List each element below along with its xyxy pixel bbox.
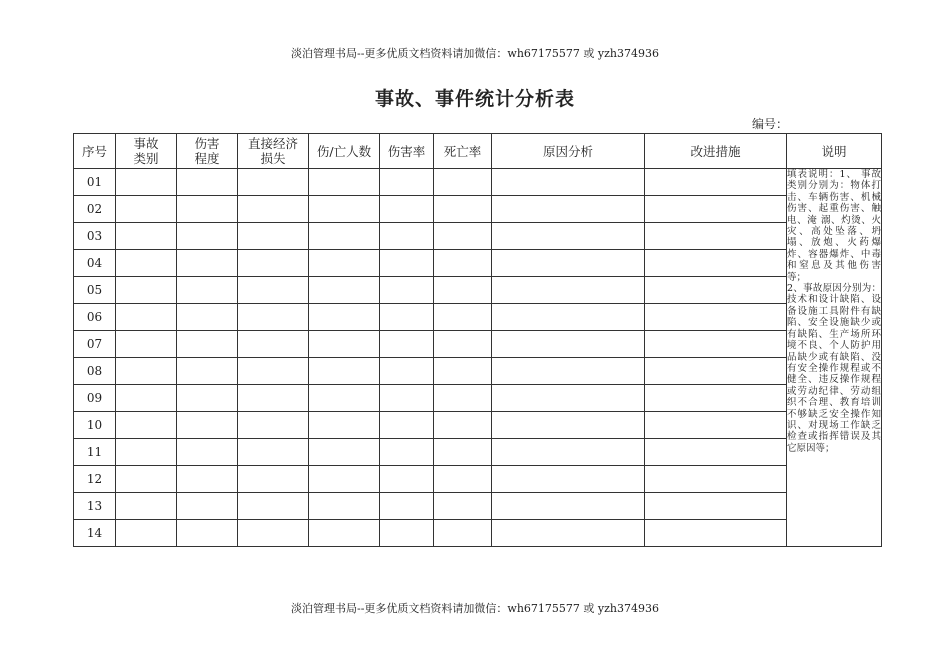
header-note: 淡泊管理书局--更多优质文档资料请加微信：wh67175577 或 yzh374936 — [291, 47, 659, 60]
injury-degree-cell[interactable] — [177, 223, 238, 250]
cause-analysis-cell[interactable] — [492, 439, 645, 466]
accident-type-cell[interactable] — [116, 331, 177, 358]
injury-degree-cell[interactable] — [177, 277, 238, 304]
improvement-cell[interactable] — [645, 223, 787, 250]
col-header-direct-loss: 直接经济 损失 — [238, 134, 309, 169]
casualties-cell[interactable] — [309, 331, 380, 358]
table-row — [74, 466, 882, 493]
cause-analysis-cell[interactable] — [492, 358, 645, 385]
page-title: 事故、事件统计分析表 — [374, 88, 575, 110]
injury-rate-cell[interactable] — [380, 169, 434, 196]
footer-note: 淡泊管理书局--更多优质文档资料请加微信：wh67175577 或 yzh374936 — [291, 602, 659, 615]
improvement-cell[interactable] — [645, 385, 787, 412]
injury-rate-cell[interactable] — [380, 304, 434, 331]
table-row — [74, 304, 882, 331]
death-rate-cell[interactable] — [434, 331, 492, 358]
row-serial: 06 — [74, 304, 116, 331]
injury-rate-cell[interactable] — [380, 331, 434, 358]
row-serial: 09 — [74, 385, 116, 412]
col-header-accident-type: 事故 类别 — [116, 134, 177, 169]
casualties-cell[interactable] — [309, 520, 380, 547]
table-row — [74, 385, 882, 412]
row-serial: 04 — [74, 250, 116, 277]
cause-analysis-cell[interactable] — [492, 331, 645, 358]
row-serial: 10 — [74, 412, 116, 439]
casualties-cell[interactable] — [309, 277, 380, 304]
injury-degree-cell[interactable] — [177, 196, 238, 223]
injury-rate-cell[interactable] — [380, 223, 434, 250]
accident-type-cell[interactable] — [116, 466, 177, 493]
death-rate-cell[interactable] — [434, 169, 492, 196]
improvement-cell[interactable] — [645, 277, 787, 304]
injury-rate-cell[interactable] — [380, 439, 434, 466]
direct-loss-cell[interactable] — [238, 412, 309, 439]
direct-loss-cell[interactable] — [238, 466, 309, 493]
accident-type-cell[interactable] — [116, 358, 177, 385]
table-row — [74, 493, 882, 520]
casualties-cell[interactable] — [309, 223, 380, 250]
improvement-cell[interactable] — [645, 412, 787, 439]
table-row — [74, 439, 882, 466]
injury-degree-cell[interactable] — [177, 439, 238, 466]
improvement-cell[interactable] — [645, 493, 787, 520]
col-header-serial: 序号 — [74, 134, 116, 169]
serial-number-label: 编号： — [752, 117, 789, 131]
injury-degree-cell[interactable] — [177, 412, 238, 439]
cause-analysis-cell[interactable] — [492, 412, 645, 439]
row-serial: 13 — [74, 493, 116, 520]
improvement-cell[interactable] — [645, 304, 787, 331]
injury-degree-cell[interactable] — [177, 331, 238, 358]
improvement-cell[interactable] — [645, 196, 787, 223]
accident-type-cell[interactable] — [116, 412, 177, 439]
casualties-cell[interactable] — [309, 412, 380, 439]
injury-rate-cell[interactable] — [380, 385, 434, 412]
improvement-cell[interactable] — [645, 439, 787, 466]
accident-type-cell[interactable] — [116, 250, 177, 277]
table-row — [74, 223, 882, 250]
table-row — [74, 412, 882, 439]
row-serial: 02 — [74, 196, 116, 223]
cause-analysis-cell[interactable] — [492, 385, 645, 412]
accident-type-cell[interactable] — [116, 385, 177, 412]
cause-analysis-cell[interactable] — [492, 520, 645, 547]
injury-degree-cell[interactable] — [177, 358, 238, 385]
row-serial: 08 — [74, 358, 116, 385]
direct-loss-cell[interactable] — [238, 277, 309, 304]
injury-rate-cell[interactable] — [380, 250, 434, 277]
col-header-injury-rate: 伤害率 — [380, 134, 434, 169]
table-row — [74, 169, 882, 196]
col-header-injury-degree: 伤害 程度 — [177, 134, 238, 169]
injury-degree-cell[interactable] — [177, 466, 238, 493]
accident-type-cell[interactable] — [116, 304, 177, 331]
cause-analysis-cell[interactable] — [492, 196, 645, 223]
improvement-cell[interactable] — [645, 250, 787, 277]
casualties-cell[interactable] — [309, 385, 380, 412]
accident-type-cell[interactable] — [116, 520, 177, 547]
col-header-cause-analysis: 原因分析 — [492, 134, 645, 169]
injury-degree-cell[interactable] — [177, 385, 238, 412]
cause-analysis-cell[interactable] — [492, 493, 645, 520]
injury-rate-cell[interactable] — [380, 520, 434, 547]
col-header-death-rate: 死亡率 — [434, 134, 492, 169]
notes-accident-types: 填表说明：1、 事故类别分别为：物体打击、车辆伤害、机械伤害、起重伤害、触 电、淹 溺、灼烫、火灾、高处坠落、坍塌、放炮、火药爆炸、容器爆炸、中毒和窒息及其他伤害等； — [787, 169, 881, 283]
table-header-row — [74, 134, 882, 169]
row-serial: 11 — [74, 439, 116, 466]
injury-degree-cell[interactable] — [177, 304, 238, 331]
row-serial: 07 — [74, 331, 116, 358]
casualties-cell[interactable] — [309, 250, 380, 277]
cause-analysis-cell[interactable] — [492, 169, 645, 196]
injury-rate-cell[interactable] — [380, 412, 434, 439]
injury-degree-cell[interactable] — [177, 493, 238, 520]
direct-loss-cell[interactable] — [238, 196, 309, 223]
cause-analysis-cell[interactable] — [492, 223, 645, 250]
accident-type-cell[interactable] — [116, 169, 177, 196]
table-row — [74, 331, 882, 358]
table-row — [74, 277, 882, 304]
death-rate-cell[interactable] — [434, 439, 492, 466]
improvement-cell[interactable] — [645, 331, 787, 358]
death-rate-cell[interactable] — [434, 412, 492, 439]
injury-rate-cell[interactable] — [380, 196, 434, 223]
direct-loss-cell[interactable] — [238, 439, 309, 466]
direct-loss-cell[interactable] — [238, 250, 309, 277]
improvement-cell[interactable] — [645, 358, 787, 385]
injury-degree-cell[interactable] — [177, 250, 238, 277]
death-rate-cell[interactable] — [434, 304, 492, 331]
statistics-table — [73, 133, 882, 547]
direct-loss-cell[interactable] — [238, 169, 309, 196]
injury-rate-cell[interactable] — [380, 358, 434, 385]
casualties-cell[interactable] — [309, 493, 380, 520]
death-rate-cell[interactable] — [434, 277, 492, 304]
cause-analysis-cell[interactable] — [492, 250, 645, 277]
table-row — [74, 196, 882, 223]
row-serial: 03 — [74, 223, 116, 250]
casualties-cell[interactable] — [309, 358, 380, 385]
casualties-cell[interactable] — [309, 196, 380, 223]
accident-type-cell[interactable] — [116, 196, 177, 223]
cause-analysis-cell[interactable] — [492, 277, 645, 304]
col-header-improvement: 改进措施 — [645, 134, 787, 169]
injury-rate-cell[interactable] — [380, 277, 434, 304]
notes-cell — [787, 169, 882, 547]
table-row — [74, 358, 882, 385]
accident-type-cell[interactable] — [116, 277, 177, 304]
notes-accident-causes: 2、事故原因分别为：技术和设计缺陷、设备设施工具附件有缺陷、安全设施缺少或有缺陷、生产场所环境不良、个人防护用品缺少或有缺陷、没有安全操作规程或不健全、违反操作规程或劳动纪律、劳动组织不合理、教育培训不够缺乏安全操作知识、对现场工作缺乏检查或指挥错误及其它原因等； — [787, 283, 881, 454]
row-serial: 12 — [74, 466, 116, 493]
direct-loss-cell[interactable] — [238, 493, 309, 520]
injury-degree-cell[interactable] — [177, 169, 238, 196]
improvement-cell[interactable] — [645, 520, 787, 547]
death-rate-cell[interactable] — [434, 466, 492, 493]
death-rate-cell[interactable] — [434, 250, 492, 277]
casualties-cell[interactable] — [309, 439, 380, 466]
direct-loss-cell[interactable] — [238, 223, 309, 250]
improvement-cell[interactable] — [645, 169, 787, 196]
cause-analysis-cell[interactable] — [492, 304, 645, 331]
table-row — [74, 250, 882, 277]
direct-loss-cell[interactable] — [238, 331, 309, 358]
accident-type-cell[interactable] — [116, 223, 177, 250]
injury-rate-cell[interactable] — [380, 493, 434, 520]
improvement-cell[interactable] — [645, 466, 787, 493]
death-rate-cell[interactable] — [434, 358, 492, 385]
direct-loss-cell[interactable] — [238, 520, 309, 547]
cause-analysis-cell[interactable] — [492, 466, 645, 493]
row-serial: 05 — [74, 277, 116, 304]
row-serial: 14 — [74, 520, 116, 547]
accident-type-cell[interactable] — [116, 439, 177, 466]
casualties-cell[interactable] — [309, 304, 380, 331]
casualties-cell[interactable] — [309, 169, 380, 196]
col-header-notes: 说明 — [787, 134, 882, 169]
injury-degree-cell[interactable] — [177, 520, 238, 547]
death-rate-cell[interactable] — [434, 520, 492, 547]
death-rate-cell[interactable] — [434, 493, 492, 520]
death-rate-cell[interactable] — [434, 385, 492, 412]
death-rate-cell[interactable] — [434, 223, 492, 250]
injury-rate-cell[interactable] — [380, 466, 434, 493]
death-rate-cell[interactable] — [434, 196, 492, 223]
direct-loss-cell[interactable] — [238, 304, 309, 331]
row-serial: 01 — [74, 169, 116, 196]
casualties-cell[interactable] — [309, 466, 380, 493]
col-header-casualties: 伤/亡人数 — [309, 134, 380, 169]
accident-type-cell[interactable] — [116, 493, 177, 520]
direct-loss-cell[interactable] — [238, 358, 309, 385]
table-row — [74, 520, 882, 547]
direct-loss-cell[interactable] — [238, 385, 309, 412]
